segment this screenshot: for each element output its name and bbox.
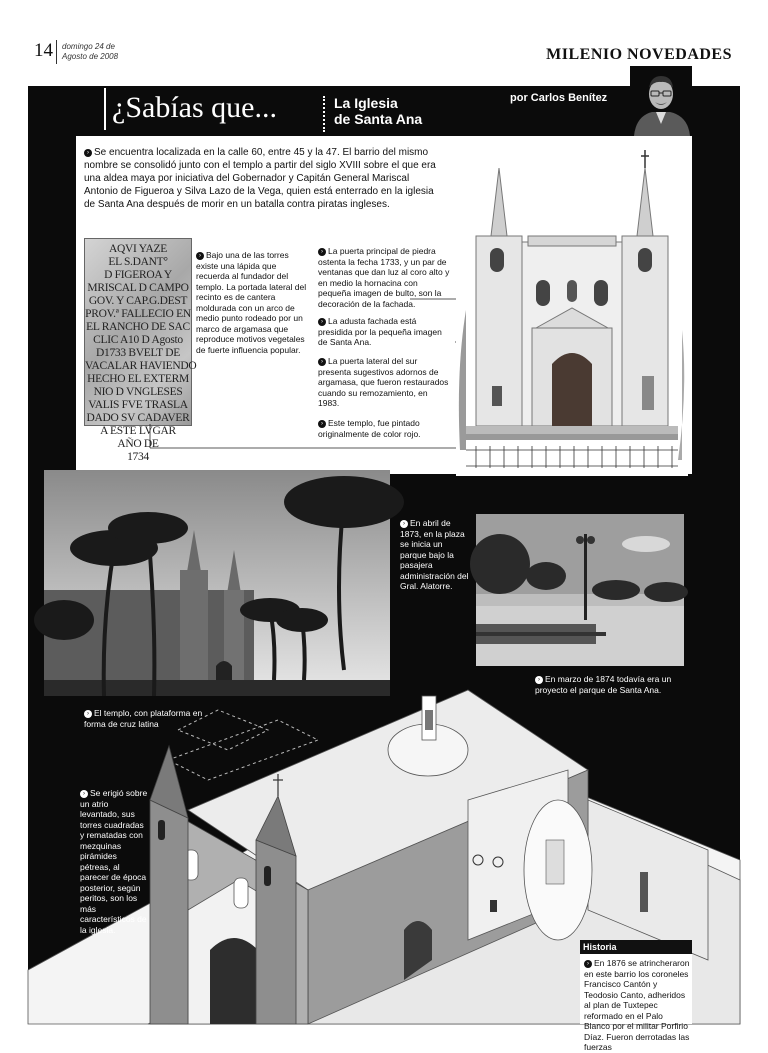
bullet-icon: › (318, 358, 326, 366)
note-abril-1873 (400, 518, 470, 592)
plaque-line: EL RANCHO DE SAC (86, 321, 190, 333)
bullet-icon: › (196, 252, 204, 260)
note-lapida-text: Bajo una de las torres existe una lápida que recuerda al fundador del templo. La portada lateral del recinto es de cantera moldurada con un arco de medio punto rodeado por un marco de argamasa que reproduce motivos vegetales de fuerte influencia popular. (196, 250, 307, 355)
plaque-line: 1734 (127, 451, 149, 463)
park-photo (476, 514, 684, 666)
note-marzo-1874-text: En marzo de 1874 todavía era un proyecto el parque de Santa Ana. (535, 674, 672, 695)
plaque-line: AQVI YAZE (109, 243, 167, 255)
bullet-icon: › (318, 248, 326, 256)
byline: por Carlos Benítez (510, 92, 608, 104)
plaque-line: DADO SV CADAVER (86, 412, 190, 424)
intro-text: Se encuentra localizada en la calle 60, entre 45 y la 47. El barrio del mismo nombre se consolidó junto con el templo a partir del siglo XVIII sobre el que era una aldea maya por iniciativa del Gobernador y Capitán General Mariscal Antonio de Figueroa y Silva Lazo de la Vega, quien está enterrado en la iglesia de Santa Ana después de morir en un batalla contra piratas ingleses. (84, 147, 436, 210)
plaque-line: MRISCAL D CAMPO (87, 282, 189, 294)
plaque-line: PROV.ª FALLECIO EN (85, 308, 191, 320)
note-puerta-lateral-text: La puerta lateral del sur presenta sugestivos adornos de argamasa, que fueron restaurados cuando su remozamiento, en 1983. (318, 356, 449, 408)
note-cruz-latina (84, 708, 214, 729)
bullet-icon: › (400, 520, 408, 528)
plaque-line: EL S.DANT° (108, 256, 168, 268)
bullet-icon: › (318, 318, 326, 326)
note-se-erigio-text: Se erigió sobre un atrio levantado, sus torres cuadradas y rematadas con mezquinas pirámides pétreas, al parecer de época posterior, según peritos, son los más característicos de la iglesia. (80, 788, 148, 935)
note-cruz-latina-text: El templo, con plataforma en forma de cruz latina (84, 708, 203, 729)
historia-text: En 1876 se atrincheraron en este barrio los coroneles Francisco Cantón y Teodosio Canto, adheridos al plan de Tuxtepec reformado en el Palo Blanco por el militar Porfirio Díaz. Fueron derrotadas las fuerzas (584, 958, 690, 1052)
note-color-text: Este templo, fue pintado originalmente de color rojo. (318, 418, 421, 439)
plaque-line: VALIS FVE TRASLA (88, 399, 188, 411)
note-abril-1873-text: En abril de 1873, en la plaza se inicia un parque bajo la pasajera administración del Gral. Alatorre. (400, 518, 469, 591)
page-number: 14 (34, 40, 53, 61)
page-date-line2: Agosto de 2008 (62, 52, 119, 61)
plaque-line: VACALAR HAVIENDO (85, 360, 197, 372)
bullet-icon: › (80, 790, 88, 798)
masthead: MILENIO NOVEDADES (546, 46, 732, 63)
plaque-line: CLIC A10 D Agosto (93, 334, 183, 346)
bullet-icon: › (535, 676, 543, 684)
plaque-line: GOV. Y CAP.G.DEST (88, 295, 188, 307)
plaque-line: D1733 BVELT DE (96, 347, 180, 359)
historia-paragraph (584, 958, 690, 1053)
bullet-icon: › (318, 420, 326, 428)
bullet-icon: › (84, 149, 92, 157)
plaque-line: NIO D VNGLESES (93, 386, 183, 398)
historia-heading: Historia (580, 940, 692, 954)
page-date-line1: domingo 24 de (62, 42, 115, 51)
bullet-icon: › (84, 710, 92, 718)
plaque-line: HECHO EL EXTERM (87, 373, 189, 385)
plaque-line: D FIGEROA Y (104, 269, 172, 281)
note-puerta-principal-text: La puerta principal de piedra ostenta la fecha 1733, y un par de ventanas que dan luz al coro alto y en medio la hornacina con pequeña imagen de bulto, son la decoración de la fachada. (318, 246, 450, 309)
note-se-erigio (80, 788, 148, 935)
church-facade-illustration (456, 150, 688, 476)
subtitle-line2: de Santa Ana (334, 111, 423, 127)
subtitle-line1: La Iglesia (334, 95, 398, 111)
note-fachada-text: La adusta fachada está presidida por la pequeña imagen de Santa Ana. (318, 316, 442, 347)
feature-title: ¿Sabías que... (112, 91, 277, 124)
plaque-line: AÑO DE (117, 438, 159, 450)
bullet-icon: › (584, 960, 592, 968)
plaque-line: A ESTE LVGAR (100, 425, 176, 437)
